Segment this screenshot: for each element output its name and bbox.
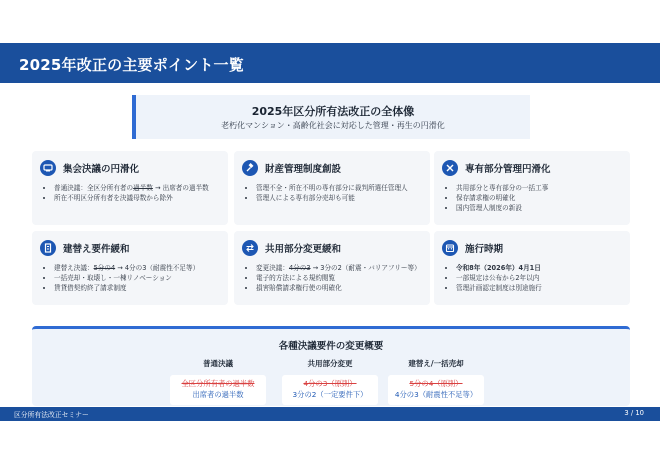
card-bullets: [248, 263, 434, 293]
card-bullets: [448, 263, 634, 293]
card-meeting-resolution: [32, 151, 228, 225]
bullet: • 共用部分と専有部分の一括工事: [456, 183, 634, 193]
summary-column-common: [282, 358, 378, 405]
overview-box: [132, 95, 530, 139]
card-bullets: [248, 183, 434, 203]
exchange-icon: [242, 240, 258, 256]
slide-footer: [0, 407, 660, 421]
card-property-management: [234, 151, 430, 225]
card-title: 専有部分管理円滑化: [465, 164, 551, 175]
card-bullets: [46, 183, 232, 203]
summary-column-rebuild: [388, 358, 484, 405]
page-title: 2025年改正の主要ポイント一覧: [19, 56, 244, 74]
column-heading: 普通決議: [203, 359, 233, 368]
calendar-icon: [442, 240, 458, 256]
change-box: [388, 375, 484, 405]
column-heading: 共用部分変更: [307, 359, 353, 368]
new-requirement: 4分の3（耐震性不足等）: [394, 390, 478, 399]
gavel-icon: [242, 160, 258, 176]
summary-column-ordinary: [170, 358, 266, 405]
slide-header: [0, 43, 660, 83]
bullet: • 所在不明区分所有者を決議母数から除外: [54, 193, 232, 203]
card-title: 財産管理制度創設: [265, 164, 342, 175]
bullet: • 建替え決議：5分の4 → 4分の3（耐震性不足等）: [54, 263, 232, 273]
bullet: • 国内管理人制度の新設: [456, 203, 634, 213]
bullet: • 一括売却・取壊し・一棟リノベーション: [54, 273, 232, 283]
page-number: 3 / 10: [624, 409, 644, 417]
card-title: 建替え要件緩和: [63, 244, 130, 255]
card-title: 施行時期: [465, 244, 504, 255]
slide: [0, 43, 660, 423]
column-heading: 建替え/一括売却: [408, 359, 464, 368]
card-bullets: [448, 183, 634, 213]
tools-icon: [442, 160, 458, 176]
card-bullets: [46, 263, 232, 293]
overview-subtitle: 老朽化マンション・高齢化社会に対応した管理・再生の円滑化: [221, 121, 445, 130]
bullet: • 一部規定は公布から2年以内: [456, 273, 634, 283]
bullet: • 保存請求権の明確化: [456, 193, 634, 203]
card-private-area: [434, 151, 630, 225]
card-title: 共用部分変更緩和: [265, 244, 342, 255]
bullet: • 管理計画認定制度は別途施行: [456, 283, 634, 293]
card-common-area: [234, 231, 430, 305]
change-box: [282, 375, 378, 405]
new-requirement: 出席者の過半数: [192, 390, 244, 399]
old-requirement: 4分の3（原則）: [303, 379, 357, 388]
new-requirement: 3分の2（一定要件下）: [292, 390, 368, 399]
building-icon: [40, 240, 56, 256]
card-title: 集会決議の円滑化: [63, 164, 140, 175]
bullet: • 管理不全・所在不明の専有部分に裁判所選任管理人: [256, 183, 434, 193]
old-requirement: 5分の4（原則）: [409, 379, 463, 388]
meeting-icon: [40, 160, 56, 176]
card-effective-date: [434, 231, 630, 305]
resolution-summary: [32, 326, 630, 406]
change-box: [170, 375, 266, 405]
bullet: • 普通決議：全区分所有者の過半数 → 出席者の過半数: [54, 183, 232, 193]
bullet: • 管理人による専有部分売却も可能: [256, 193, 434, 203]
old-requirement: 全区分所有者の過半数: [181, 379, 255, 388]
summary-title: 各種決議要件の変更概要: [278, 341, 384, 352]
bullet: • 電子的方法による規約閲覧: [256, 273, 434, 283]
bullet: • 賃貸借契約終了請求制度: [54, 283, 232, 293]
footer-seminar-name: 区分所有法改正セミナー: [14, 411, 89, 419]
overview-title: 2025年区分所有法改正の全体像: [251, 105, 415, 118]
bullet: • 損害賠償請求権行使の明確化: [256, 283, 434, 293]
bullet: • 令和8年（2026年）4月1日: [456, 263, 634, 273]
card-rebuild: [32, 231, 228, 305]
bullet: • 変更決議：4分の3 → 3分の2（耐震・バリアフリー等）: [256, 263, 434, 273]
